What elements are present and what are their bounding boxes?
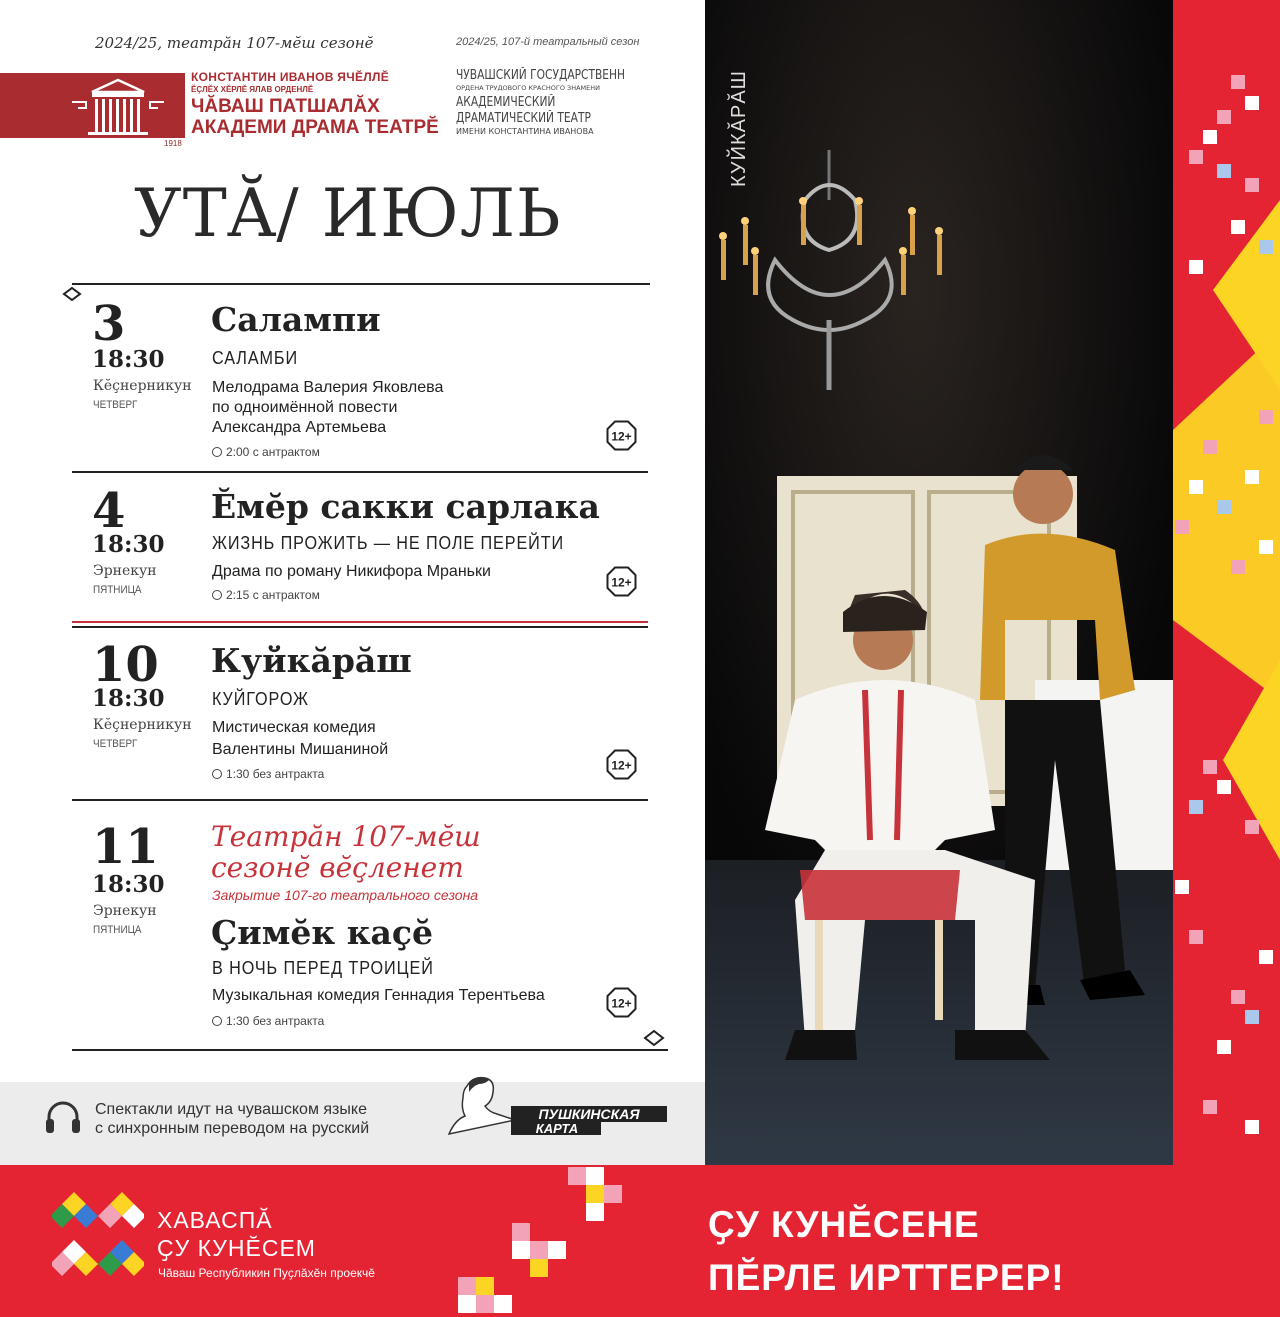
pushkin-card-logo	[445, 1072, 670, 1138]
clock-icon	[212, 590, 222, 600]
age-rating-text: 12+	[611, 996, 632, 1011]
event-description	[212, 562, 491, 582]
ornament-pattern-icon	[1173, 0, 1280, 1165]
event-time: 18:30	[92, 346, 165, 373]
pushkin-card-text: ПУШКИНСКАЯ	[538, 1106, 640, 1122]
event-duration-text: 2:15 с антрактом	[226, 588, 320, 602]
event-day: 3	[92, 296, 126, 352]
event-weekday-ru: ЧЕТВЕРГ	[93, 738, 138, 750]
theatre-name-ru-line: ОРДЕНА ТРУДОВОГО КРАСНОГО ЗНАМЕНИ	[456, 84, 601, 92]
event-time: 18:30	[92, 871, 165, 898]
season-label-ru: 2024/25, 107-й театральный сезон	[456, 36, 640, 48]
photo-caption: КУЙКĂРĂШ	[728, 70, 750, 187]
event-description-line: Валентины Мишаниной	[212, 741, 389, 758]
theatre-name-cv-line: КОНСТАНТИН ИВАНОВ ЯЧĔЛЛĔ	[191, 70, 390, 84]
event-description-line: Мистическая комедия	[212, 719, 376, 736]
production-photo	[705, 0, 1173, 1165]
separator-line	[72, 283, 650, 285]
event-subtitle: САЛАМБИ	[212, 348, 299, 368]
headphones-icon	[42, 1097, 84, 1139]
project-name-line: ХАВАСПĂ	[157, 1207, 273, 1233]
event-description	[212, 717, 388, 761]
event-subtitle: КУЙГОРОЖ	[212, 689, 309, 709]
translation-note-line: с синхронным переводом на русский	[95, 1120, 370, 1137]
age-rating-text: 12+	[611, 429, 632, 444]
event-title: Ĕмĕр сакки сарлака	[211, 487, 600, 526]
event-day: 4	[92, 483, 126, 539]
event-description-line: по одноимённой повести	[212, 399, 398, 416]
chuvash-ornament-strip	[1173, 0, 1280, 1165]
project-name-line: ҪУ КУНĔСЕМ	[157, 1235, 316, 1261]
logo-year: 1918	[164, 139, 182, 148]
event-time: 18:30	[92, 685, 165, 712]
event-weekday-cv: Кĕҫнерникун	[93, 717, 192, 733]
event-duration-text: 1:30 без антракта	[226, 767, 325, 781]
translation-note-line: Спектакли идут на чувашском языке	[95, 1101, 367, 1118]
event-description	[212, 986, 545, 1006]
event-duration	[212, 445, 320, 459]
separator-line	[72, 471, 648, 473]
event-weekday-cv: Эрнекун	[93, 563, 157, 579]
event-duration	[212, 588, 320, 602]
event-description-line: Драма по роману Никифора Мраньки	[212, 563, 491, 580]
event-day: 10	[92, 637, 159, 693]
theatre-name-cv	[191, 71, 439, 137]
event-duration-text: 2:00 с антрактом	[226, 445, 320, 459]
season-closing-title-line: сезонĕ вĕҫленет	[211, 851, 464, 884]
event-weekday-cv: Эрнекун	[93, 903, 157, 919]
event-title: Куйкăрăш	[211, 641, 412, 680]
separator-line	[72, 1049, 668, 1051]
event-item	[72, 819, 652, 1045]
theatre-name-cv-line: ЧĂВАШ ПАТШАЛĂХ	[191, 96, 380, 117]
age-rating-badge	[606, 987, 637, 1018]
season-closing-title-line: Театрăн 107-мĕш	[211, 820, 481, 853]
theatre-name-ru	[456, 69, 662, 136]
slogan-line: ҪУ КУНĔСЕНЕ	[708, 1204, 980, 1245]
event-item	[72, 637, 652, 796]
clock-icon	[212, 1016, 222, 1026]
event-description-line: Александра Артемьева	[212, 419, 387, 436]
pixel-ornament-icon	[450, 1165, 630, 1317]
event-title: Ҫимĕк каҫĕ	[211, 913, 434, 952]
age-rating-text: 12+	[611, 575, 632, 590]
month-title: УТĂ/ ИЮЛЬ	[134, 175, 562, 252]
event-weekday-ru: ПЯТНИЦА	[93, 584, 142, 596]
event-item	[72, 483, 652, 617]
separator-red-line	[72, 621, 648, 623]
event-subtitle: ЖИЗНЬ ПРОЖИТЬ — НЕ ПОЛЕ ПЕРЕЙТИ	[212, 533, 565, 553]
theatre-name-cv-line: ĔҪЛĔХ ХĔРЛĔ ЯЛАВ ОРДЕНЛĔ	[191, 85, 314, 94]
project-tagline: Чăваш Республикин Пуҫлăхĕн проекчĕ	[158, 1266, 375, 1280]
slogan	[708, 1198, 1065, 1304]
season-label-cv: 2024/25, театрăн 107-мĕш сезонĕ	[95, 34, 374, 52]
season-closing-subtitle: Закрытие 107-го театрального сезона	[212, 887, 479, 903]
stage-scene-image	[705, 0, 1173, 1165]
pushkin-card-text: КАРТА	[535, 1121, 579, 1136]
event-description	[212, 378, 443, 438]
translation-note	[95, 1100, 369, 1138]
theatre-name-ru-line: ЧУВАШСКИЙ ГОСУДАРСТВЕНН	[456, 68, 626, 83]
event-weekday-ru: ПЯТНИЦА	[93, 924, 142, 936]
event-duration	[212, 1014, 324, 1028]
age-rating-badge	[606, 420, 637, 451]
project-name	[157, 1206, 316, 1262]
event-weekday-ru: ЧЕТВЕРГ	[93, 399, 138, 411]
theatre-name-ru-line: АКАДЕМИЧЕСКИЙ	[456, 94, 556, 110]
event-weekday-cv: Кĕҫнерникун	[93, 378, 192, 394]
age-rating-badge	[606, 749, 637, 780]
project-logo	[52, 1190, 144, 1282]
theatre-name-ru-line: ДРАМАТИЧЕСКИЙ ТЕАТР	[456, 110, 591, 126]
separator-line	[72, 799, 648, 801]
event-day: 11	[92, 819, 159, 875]
event-description-line: Мелодрама Валерия Яковлева	[212, 379, 444, 396]
age-rating-text: 12+	[611, 758, 632, 773]
event-item	[72, 296, 652, 470]
event-description-line: Музыкальная комедия Геннадия Терентьева	[212, 987, 545, 1004]
event-duration-text: 1:30 без антракта	[226, 1014, 325, 1028]
event-title: Салампи	[211, 300, 381, 339]
theatre-building-icon	[70, 78, 166, 138]
slogan-line: ПĔРЛЕ ИРТТЕРЕР!	[708, 1257, 1065, 1298]
theatre-name-ru-line: ИМЕНИ КОНСТАНТИНА ИВАНОВА	[456, 126, 594, 136]
event-time: 18:30	[92, 531, 165, 558]
clock-icon	[212, 769, 222, 779]
age-rating-badge	[606, 566, 637, 597]
season-closing-title	[211, 821, 481, 883]
event-duration	[212, 767, 324, 781]
theatre-name-cv-line: АКАДЕМИ ДРАМА ТЕАТРĔ	[191, 117, 439, 138]
clock-icon	[212, 447, 222, 457]
event-subtitle: В НОЧЬ ПЕРЕД ТРОИЦЕЙ	[212, 958, 434, 978]
separator-line	[72, 626, 648, 628]
